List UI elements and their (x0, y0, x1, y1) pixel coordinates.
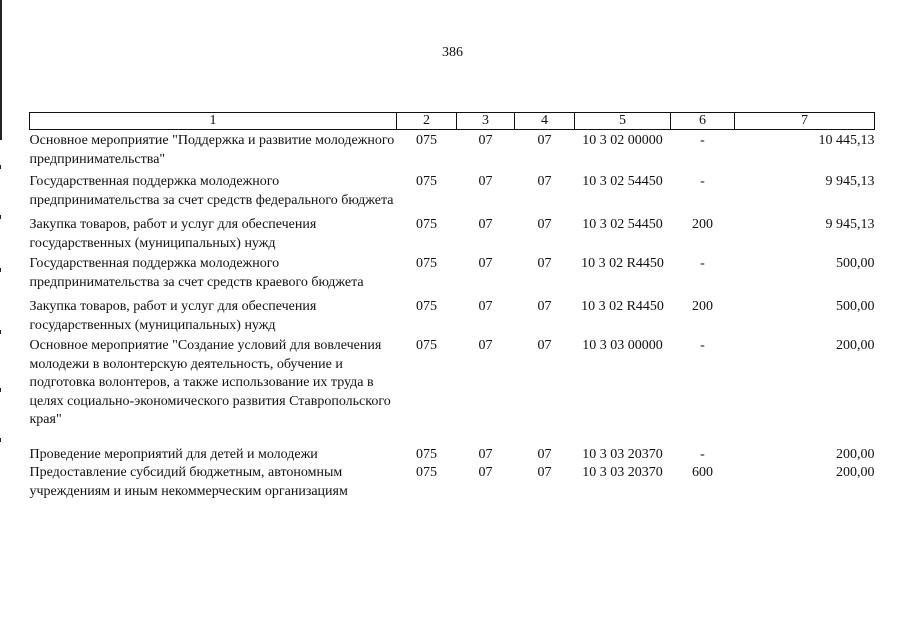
row-code-5: 10 3 03 20370 (582, 446, 663, 462)
row-code-6: 200 (692, 217, 713, 232)
row-code-2: 075 (416, 299, 437, 314)
row-code-5: 10 3 02 54450 (582, 174, 663, 189)
row-name: Закупка товаров, работ и услуг для обеспечения государственных (муниципальных) нужд (29, 217, 317, 251)
row-code-6: - (700, 133, 705, 148)
column-header: 2 (397, 113, 457, 130)
left-edge-tick (0, 268, 1, 272)
row-code-2: 075 (416, 338, 437, 353)
row-code-3: 07 (478, 446, 493, 462)
row-name: Основное мероприятие "Создание условий для вовлечения молодежи в волонтерскую деятельность, обучение и подготовка волонтеров, а также использование их труда в целях социально-экономического развития Ставропольского края" (29, 338, 391, 427)
row-code-2: 075 (416, 465, 437, 480)
row-amount: 500,00 (836, 256, 875, 271)
row-code-3: 07 (478, 133, 493, 148)
row-code-5: 10 3 03 00000 (582, 338, 663, 353)
table-row (30, 210, 875, 253)
row-name: Предоставление субсидий бюджетным, автономным учреждениям и иным некоммерческим организациям (29, 465, 348, 499)
left-edge-bar (0, 0, 2, 140)
row-code-2: 075 (416, 217, 437, 232)
row-name: Закупка товаров, работ и услуг для обеспечения государственных (муниципальных) нужд (29, 299, 317, 333)
row-amount: 500,00 (836, 299, 875, 314)
row-code-3: 07 (478, 217, 493, 232)
row-name: Проведение мероприятий для детей и молодежи (29, 446, 318, 462)
row-amount: 10 445,13 (818, 133, 875, 148)
row-code-5: 10 3 02 R4450 (581, 256, 664, 271)
row-code-3: 07 (478, 174, 493, 189)
table-row (30, 430, 875, 465)
row-name: Государственная поддержка молодежного предпринимательства за счет средств краевого бюджета (29, 256, 364, 290)
row-code-4: 07 (537, 299, 552, 314)
table-row (30, 169, 875, 210)
budget-table (29, 112, 875, 501)
row-code-3: 07 (478, 299, 493, 314)
row-code-4: 07 (537, 446, 552, 462)
row-code-2: 075 (416, 256, 437, 271)
table-row (30, 464, 875, 501)
row-code-3: 07 (478, 256, 493, 271)
row-code-6: - (700, 446, 705, 462)
row-amount: 200,00 (836, 338, 875, 353)
row-amount: 200,00 (836, 446, 875, 462)
column-header: 4 (515, 113, 575, 130)
table-header-row (30, 113, 875, 130)
row-code-4: 07 (537, 217, 552, 232)
table-row (30, 253, 875, 292)
row-code-4: 07 (537, 465, 552, 480)
row-code-4: 07 (537, 338, 552, 353)
row-name: Государственная поддержка молодежного предпринимательства за счет средств федерального бюджета (29, 174, 394, 208)
row-code-5: 10 3 02 54450 (582, 217, 663, 232)
column-header: 1 (30, 113, 397, 130)
left-edge-tick (0, 165, 1, 169)
table-row (30, 292, 875, 335)
row-code-6: 600 (692, 465, 713, 480)
column-header: 6 (671, 113, 735, 130)
row-code-6: - (700, 338, 705, 353)
row-code-4: 07 (537, 174, 552, 189)
page-number: 386 (442, 45, 463, 60)
row-code-4: 07 (537, 133, 552, 148)
row-code-6: - (700, 174, 705, 189)
table-row (30, 335, 875, 430)
row-amount: 9 945,13 (825, 217, 875, 232)
row-code-5: 10 3 02 00000 (582, 133, 663, 148)
row-code-3: 07 (478, 465, 493, 480)
row-code-2: 075 (416, 133, 437, 148)
column-header: 5 (575, 113, 671, 130)
row-code-4: 07 (537, 256, 552, 271)
left-edge-tick (0, 215, 1, 219)
column-header: 7 (735, 113, 875, 130)
row-name: Основное мероприятие "Поддержка и развитие молодежного предпринимательства" (29, 133, 395, 167)
left-edge-tick (0, 388, 1, 392)
row-code-5: 10 3 03 20370 (582, 465, 663, 480)
row-code-6: - (700, 256, 705, 271)
row-code-2: 075 (416, 446, 437, 462)
left-edge-tick (0, 438, 1, 442)
row-code-2: 075 (416, 174, 437, 189)
row-code-6: 200 (692, 299, 713, 314)
row-code-3: 07 (478, 338, 493, 353)
row-code-5: 10 3 02 R4450 (581, 299, 664, 314)
row-amount: 200,00 (836, 465, 875, 480)
table-row (30, 130, 875, 170)
column-header: 3 (457, 113, 515, 130)
row-amount: 9 945,13 (825, 174, 875, 189)
left-edge-tick (0, 330, 1, 334)
